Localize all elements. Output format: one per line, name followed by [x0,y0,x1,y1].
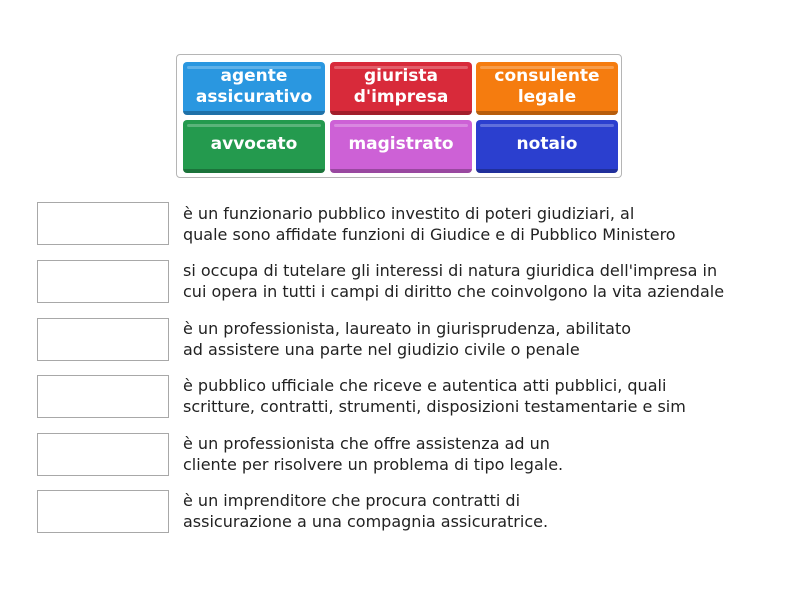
tile-notaio[interactable]: notaio [476,120,618,173]
definition-text: è un professionista che offre assistenza ad un cliente per risolvere un problema di tipo legale. [183,434,564,474]
tile-consulente-legale[interactable]: consulente legale [476,62,618,115]
tile-agente-assicurativo[interactable]: agente assicurativo [183,62,325,115]
drop-box[interactable] [37,490,169,533]
match-row [37,490,797,534]
definition-text: è un imprenditore che procura contratti di assicurazione a una compagnia assicuratrice. [183,491,549,531]
match-row [37,318,797,362]
drop-box[interactable] [37,260,169,303]
drop-box[interactable] [37,318,169,361]
match-row [37,375,797,419]
definition-text: è un funzionario pubblico investito di poteri giudiziari, al quale sono affidate funzioni di Giudice e di Pubblico Ministero [183,204,676,244]
definition-text: si occupa di tutelare gli interessi di natura giuridica dell'impresa in cui opera in tutti i campi di diritto che coinvolgono la vita aziendale [183,261,725,301]
match-row [37,260,797,304]
drop-box[interactable] [37,202,169,245]
tile-magistrato[interactable]: magistrato [330,120,472,173]
tiles-panel [176,54,622,178]
definition-text: è pubblico ufficiale che riceve e autentica atti pubblici, quali scritture, contratti, strumenti, disposizioni testamentarie e sim [183,376,686,416]
drop-box[interactable] [37,433,169,476]
match-row [37,202,797,246]
drop-box[interactable] [37,375,169,418]
tile-giurista-impresa[interactable]: giurista d'impresa [330,62,472,115]
definition-text: è un professionista, laureato in giurisprudenza, abilitato ad assistere una parte nel giudizio civile o penale [183,319,632,359]
tile-avvocato[interactable]: avvocato [183,120,325,173]
match-row [37,433,797,477]
